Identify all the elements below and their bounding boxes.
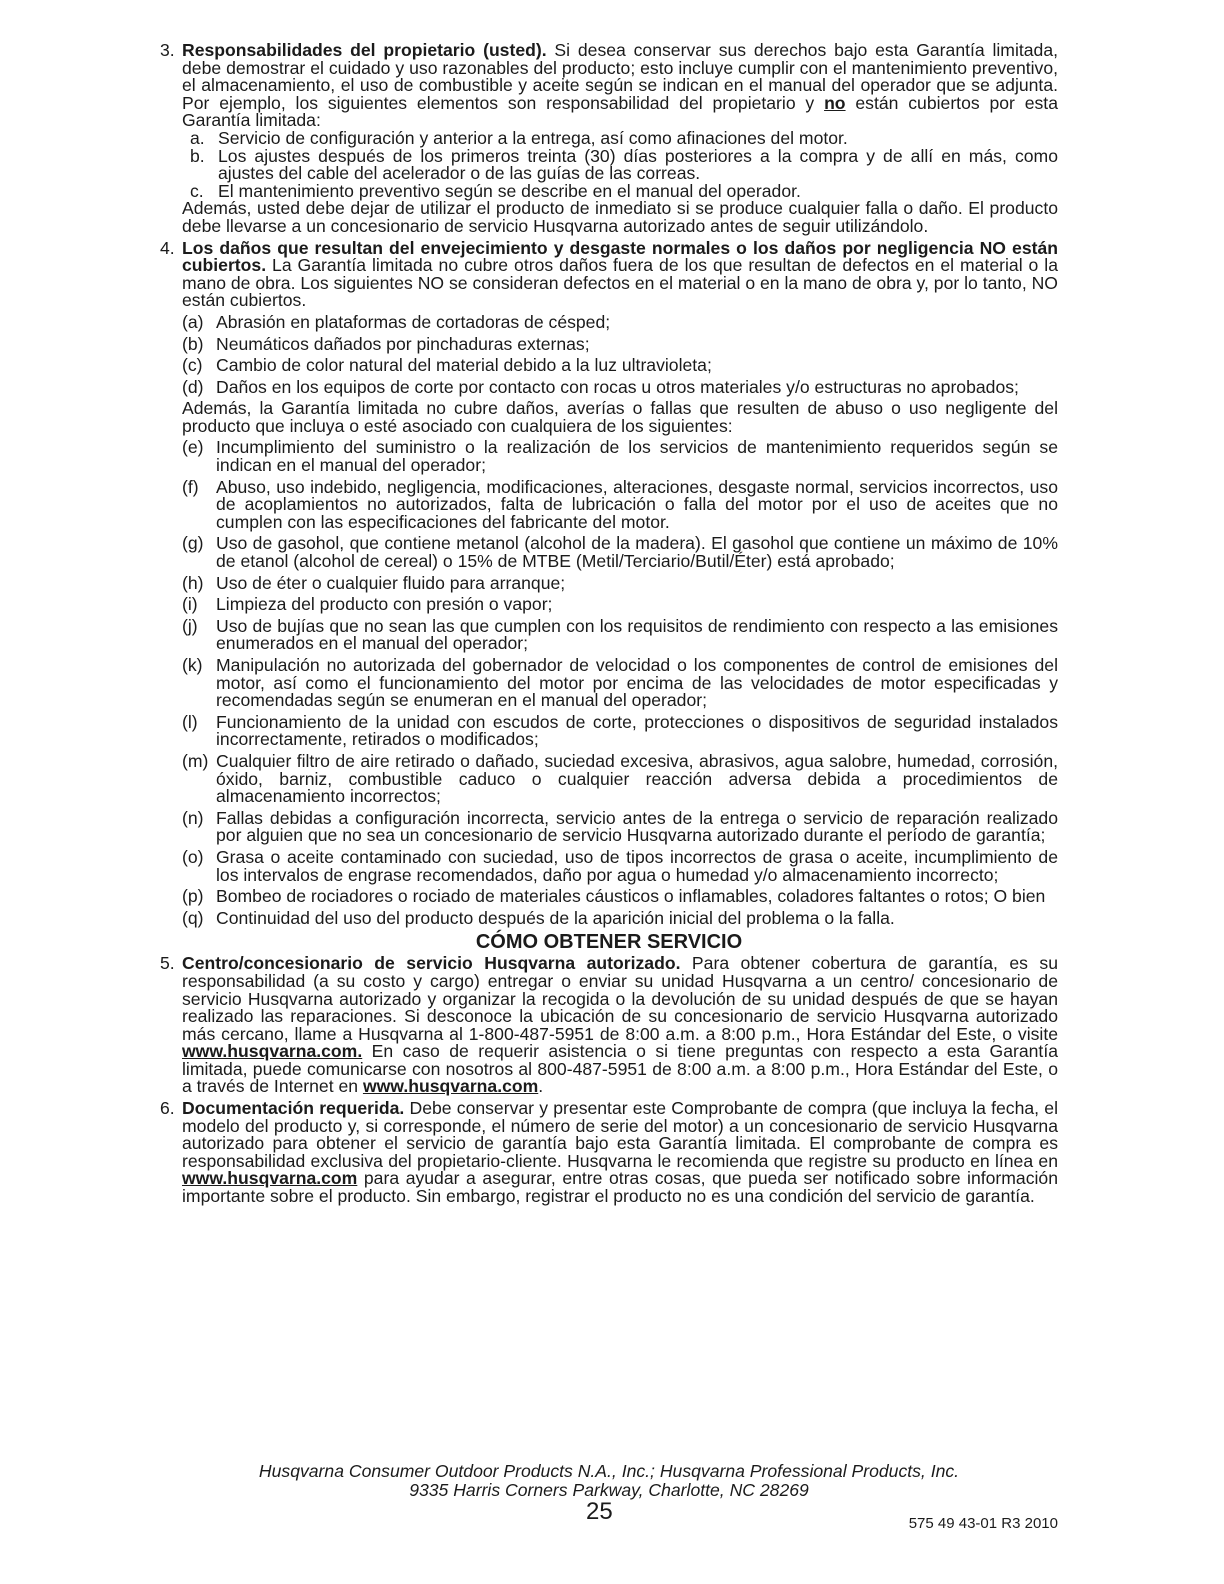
list-item-j xyxy=(160,615,1058,654)
list-text: Uso de gasohol, que contiene metanol (alcohol de la madera). El gasohol que contiene un máximo de 10% de etanol (alcohol de cereal) o 15% de MTBE (Metil/Terciario/Butil/Éter) está aprobado; xyxy=(216,533,1058,572)
item-5-title: Centro/concesionario de servicio Husqvarna autorizado. xyxy=(182,953,681,974)
list-item-b xyxy=(160,333,1058,354)
list-text: Manipulación no autorizada del gobernador de velocidad o los componentes de control de emisiones del motor, así como el funcionamiento del motor por encima de las velocidades de motor especificadas y recomendadas según se enumeran en el manual del operador; xyxy=(216,655,1058,711)
list-item-d xyxy=(160,376,1058,397)
list-item-i xyxy=(160,596,1058,614)
list-item-h xyxy=(160,572,1058,593)
subitem-a xyxy=(182,127,1058,148)
list-text: Uso de éter o cualquier fluido para arranque; xyxy=(216,572,566,593)
list-text: Uso de bujías que no sean las que cumplen con los requisitos de rendimiento con respecto a las emisiones enumerados en el manual del operador; xyxy=(216,615,1058,654)
list-label: (d) xyxy=(182,376,204,397)
subitem-label: a. xyxy=(190,127,205,148)
list-item-o xyxy=(160,846,1058,885)
list-text: Bombeo de rociadores o rociado de materiales cáusticos o inflamables, coladores faltantes o rotos; O bien xyxy=(216,886,1046,907)
list-item-a xyxy=(160,311,1058,332)
item-number: 5. xyxy=(160,953,175,974)
item-3 xyxy=(160,42,1058,236)
item-number: 4. xyxy=(160,237,175,258)
item-number: 3. xyxy=(160,40,175,60)
item-6 xyxy=(160,1100,1058,1206)
list-label: (c) xyxy=(182,355,203,376)
item-4-paragraph xyxy=(182,237,1058,311)
list-text: Funcionamiento de la unidad con escudos de corte, protecciones o dispositivos de seguridad instalados incorrectamente, retirados o modificados; xyxy=(216,711,1058,750)
list-item-k xyxy=(160,657,1058,710)
item-5-text-3: . xyxy=(538,1076,544,1097)
list-label: (i) xyxy=(182,594,198,615)
list-text: Cualquier filtro de aire retirado o dañado, suciedad excesiva, abrasivos, agua salobre, humedad, corrosión, óxido, barniz, combustible caduco o cualquier reacción adversa debida a procedimientos de almacenamiento incorrectos; xyxy=(216,750,1058,807)
list-label: (m) xyxy=(182,750,209,771)
list-item-p xyxy=(160,888,1058,906)
document-number: 575 49 43-01 R3 2010 xyxy=(908,1515,1058,1532)
subitem-c xyxy=(182,180,1058,201)
list-text: Fallas debidas a configuración incorrecta, servicio antes de la entrega o servicio de reparación realizado por alguien que no sea un concesionario de servicio Husqvarna autorizado durante el período de garantía; xyxy=(216,807,1058,846)
subitem-text: Los ajustes después de los primeros treinta (30) días posteriores a la compra y de allí en más, como ajustes del cable del acelerador o de las guías de las correas. xyxy=(218,145,1058,184)
page-number: 25 xyxy=(586,1498,613,1525)
subitem-label: c. xyxy=(190,180,204,201)
footer-street: 9335 Harris Corners Parkway, Charlotte, NC 28269 xyxy=(409,1480,809,1500)
item-4 xyxy=(160,237,1058,311)
list-text: Continuidad del uso del producto después de la aparición inicial del problema o la falla. xyxy=(216,907,895,928)
footer-address xyxy=(160,1462,1058,1500)
list-item-m xyxy=(160,750,1058,807)
list-label: (f) xyxy=(182,476,199,497)
list-item-e xyxy=(160,439,1058,474)
list-label: (h) xyxy=(182,572,204,593)
list-item-g xyxy=(160,535,1058,570)
list-text: Abuso, uso indebido, negligencia, modificaciones, alteraciones, desgaste normal, servicios incorrectos, uso de acoplamientos no autorizados, falta de lubricación o falla del motor por el uso de aceites que no cumplen con las especificaciones del fabricante del motor. xyxy=(216,476,1058,532)
item-3-closing: Además, usted debe dejar de utilizar el producto de inmediato si se produce cualquier falla o daño. El producto debe llevarse a un concesionario de servicio Husqvarna autorizado antes de seguir utilizándolo. xyxy=(182,198,1058,236)
list-label: (q) xyxy=(182,907,204,928)
list-label: (j) xyxy=(182,615,198,636)
list-item-q xyxy=(160,907,1058,928)
list-text: Limpieza del producto con presión o vapor; xyxy=(216,594,553,615)
list-item-c xyxy=(160,357,1058,375)
list-label: (l) xyxy=(182,711,198,732)
no-emphasis: no xyxy=(824,92,846,113)
list-label: (g) xyxy=(182,533,204,554)
item-3-text: Si desea conservar sus derechos bajo esta Garantía limitada, debe demostrar el cuidado y uso razonables del producto; esto incluye cumplir con el mantenimiento preventivo, el almacenamiento, el uso de combustible y aceite según se indican en el manual del operador que se adjunta. Por ejemplo, los siguientes elementos son responsabilidad del propietario y xyxy=(182,40,1058,113)
subitem-label: b. xyxy=(190,145,205,166)
item-3-title: Responsabilidades del propietario (usted). xyxy=(182,40,547,60)
subitem-b xyxy=(182,145,1058,184)
item-5-paragraph xyxy=(182,955,1058,1096)
item-3-paragraph xyxy=(182,42,1058,130)
item-6-title: Documentación requerida. xyxy=(182,1098,405,1119)
item-5 xyxy=(160,955,1058,1096)
list-text: Daños en los equipos de corte por contacto con rocas u otros materiales y/o estructuras no aprobados; xyxy=(216,376,1019,397)
husqvarna-link-2[interactable]: www.husqvarna.com xyxy=(362,1076,539,1097)
item-number: 6. xyxy=(160,1098,175,1119)
item-4-middle: Además, la Garantía limitada no cubre daños, averías o fallas que resulten de abuso o uso negligente del producto que incluya o esté asociado con cualquiera de los siguientes: xyxy=(182,398,1058,436)
list-label: (a) xyxy=(182,311,204,332)
list-text: Incumplimiento del suministro o la realización de los servicios de mantenimiento requeridos según se indican en el manual del operador; xyxy=(216,437,1058,476)
list-text: Abrasión en plataformas de cortadoras de césped; xyxy=(216,311,611,332)
section-heading: CÓMO OBTENER SERVICIO xyxy=(475,931,743,954)
list-text: Cambio de color natural del material debido a la luz ultravioleta; xyxy=(216,355,712,376)
footer-company: Husqvarna Consumer Outdoor Products N.A., Inc.; Husqvarna Professional Products, Inc. xyxy=(258,1461,960,1481)
husqvarna-link-3[interactable]: www.husqvarna.com xyxy=(182,1168,358,1189)
item-4-title: Los daños que resultan del envejecimiento y desgaste normales o los daños por negligencia NO están cubiertos. xyxy=(182,237,1058,276)
list-label: (n) xyxy=(182,807,204,828)
husqvarna-link[interactable]: www.husqvarna.com. xyxy=(182,1041,363,1062)
list-label: (p) xyxy=(182,886,204,907)
list-label: (b) xyxy=(182,333,204,354)
item-6-paragraph xyxy=(182,1100,1058,1206)
list-label: (k) xyxy=(182,655,203,675)
list-text: Grasa o aceite contaminado con suciedad, uso de tipos incorrectos de grasa o aceite, incumplimiento de los intervalos de engrase recomendados, daño por agua o humedad y/o almacenamiento incorrecto; xyxy=(216,846,1058,885)
page-content xyxy=(160,42,1058,1210)
item-3-text-end: están cubiertos por esta Garantía limitada: xyxy=(182,92,1058,131)
subitem-text: Servicio de configuración y anterior a la entrega, así como afinaciones del motor. xyxy=(218,127,848,148)
item-6-text: Debe conservar y presentar este Comprobante de compra (que incluya la fecha, el modelo del producto y, si corresponde, el número de serie del motor) a un concesionario de servicio Husqvarna autorizado para obtener el servicio de garantía bajo esta Garantía limitada. El comprobante de compra es responsabilidad exclusiva del propietario-cliente. Husqvarna le recomienda que registre su producto en línea en xyxy=(182,1098,1058,1171)
subitem-text: El mantenimiento preventivo según se describe en el manual del operador. xyxy=(218,180,801,201)
list-label: (o) xyxy=(182,846,204,867)
list-item-l xyxy=(160,711,1058,750)
list-item-n xyxy=(160,807,1058,846)
item-6-text-2: para ayudar a asegurar, entre otras cosas, que pueda ser notificado sobre información importante sobre el producto. Sin embargo, registrar el producto no es una condición del servicio de garantía. xyxy=(182,1168,1058,1207)
list-label: (e) xyxy=(182,437,204,458)
list-item-f xyxy=(160,476,1058,532)
item-5-text: Para obtener cobertura de garantía, es su responsabilidad (a su costo y cargo) entregar o enviar su unidad Husqvarna a un centro/ concesionario de servicio Husqvarna autorizado y organizar la recogida o la devolución de su unidad después de que se hayan realizado las reparaciones. Si desconoce la ubicación de su concesionario de servicio Husqvarna autorizado más cercano, llame a Husqvarna al 1-800-487-5951 de 8:00 a.m. a 8:00 p.m., Hora Estándar del Este, o visite xyxy=(182,953,1058,1044)
item-5-text-2: En caso de requerir asistencia o si tiene preguntas con respecto a esta Garantía limitada, puede comunicarse con nosotros al 800-487-5951 de 8:00 a.m. a 8:00 p.m., Hora Estándar del Este, o a través de Internet en xyxy=(182,1041,1058,1097)
list-text: Neumáticos dañados por pinchaduras externas; xyxy=(216,333,590,354)
item-4-text: La Garantía limitada no cubre otros daños fuera de los que resultan de defectos en el material o la mano de obra. Los siguientes NO se consideran defectos en el material o en la mano de obra y, por lo tanto, NO están cubiertos. xyxy=(182,255,1058,311)
